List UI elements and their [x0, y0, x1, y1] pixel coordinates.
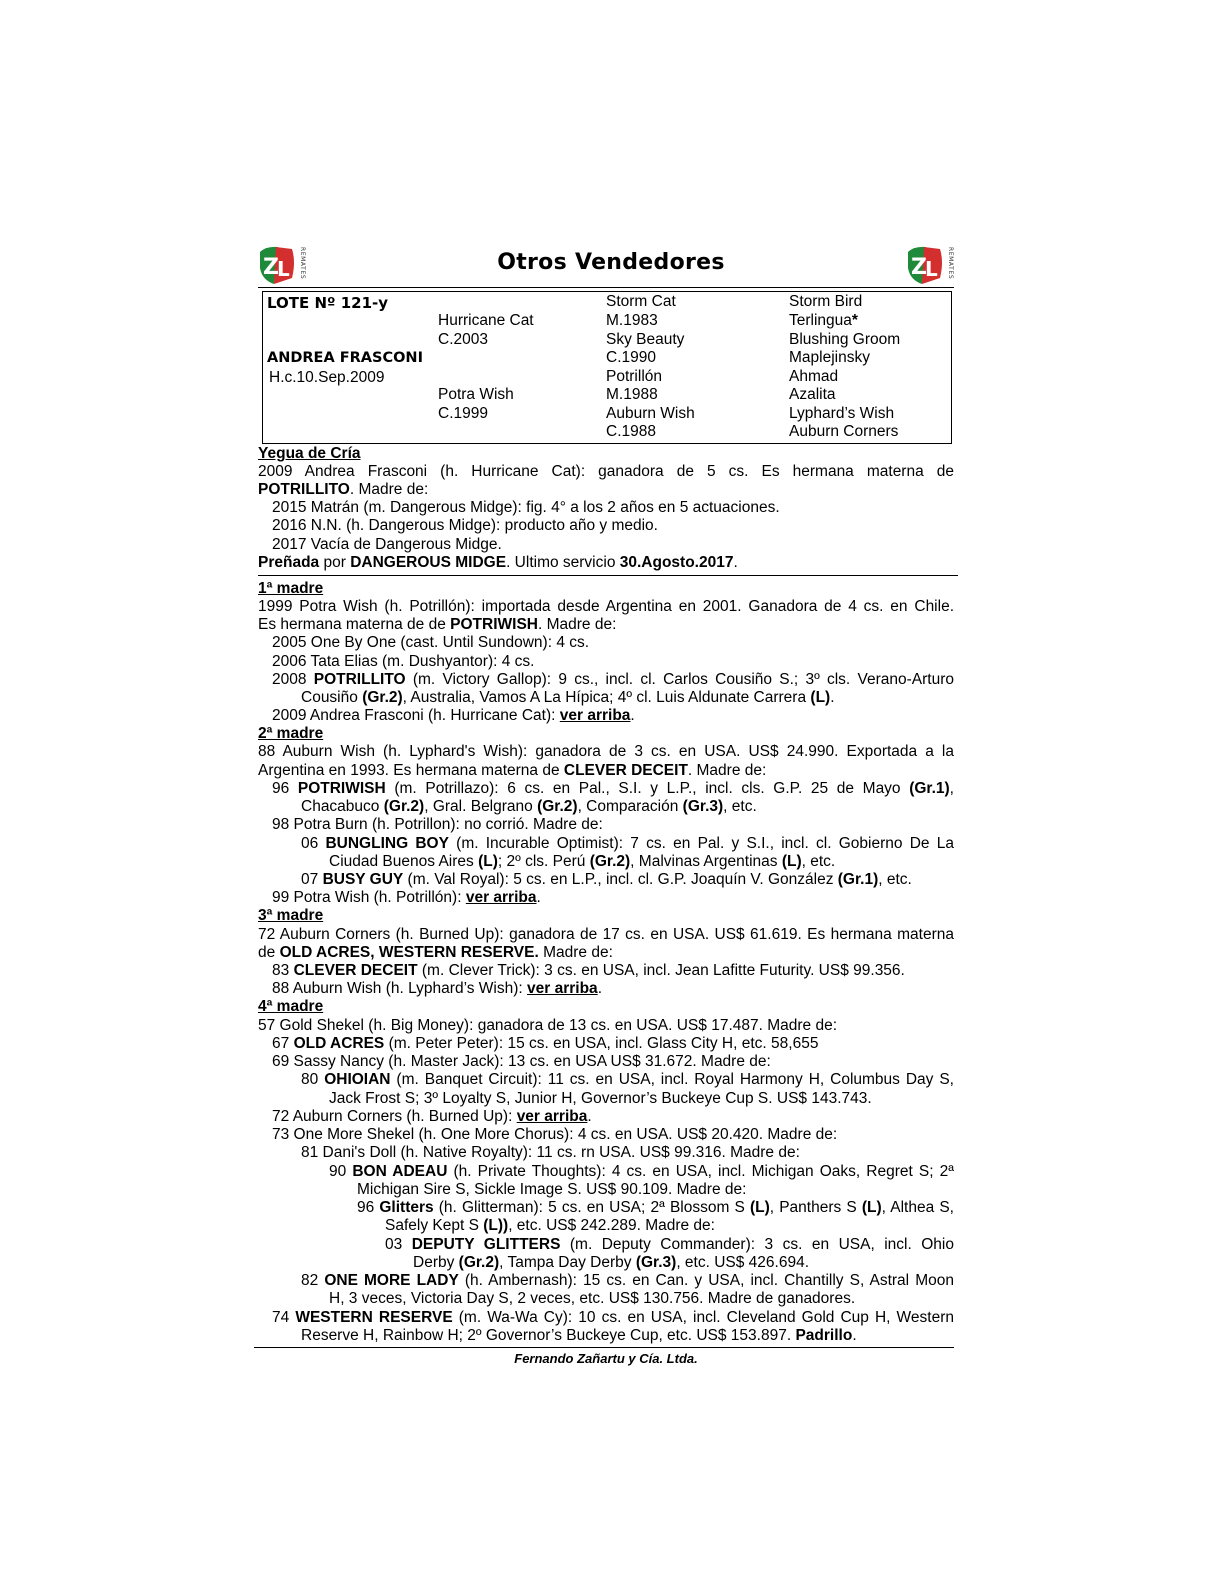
- ped-g1-cell: Auburn Wish: [606, 405, 695, 422]
- ver-arriba-link[interactable]: ver arriba: [516, 1108, 588, 1125]
- ped-g1-cell: M.1988: [606, 386, 658, 403]
- text-line: Argentina en 1993. Es hermana materna de CLEVER DECEIT. Madre de:: [258, 762, 767, 779]
- section-rule: [258, 575, 958, 576]
- text-line: 06 BUNGLING BOY (m. Incurable Optimist): 7 cs. en Pal. y S.I., incl. cl. Gobierno De La: [301, 835, 954, 852]
- text-line: 2015 Matrán (m. Dangerous Midge): fig. 4° a los 2 años en 5 actuaciones.: [272, 499, 780, 516]
- sire-name: Hurricane Cat: [438, 312, 534, 329]
- ped-g1-cell: C.1988: [606, 423, 656, 440]
- ped-g1-cell: C.1990: [606, 349, 656, 366]
- text-line: 2006 Tata Elias (m. Dushyantor): 4 cs.: [272, 653, 535, 670]
- svg-text:REMATES: REMATES: [299, 247, 306, 280]
- page-title: Otros Vendedores: [497, 250, 725, 275]
- section-heading-third-dam: 3ª madre: [258, 907, 324, 924]
- svg-text:REMATES: REMATES: [947, 247, 954, 280]
- pedigree-table: [262, 291, 952, 444]
- text-line: 2008 POTRILLITO (m. Victory Gallop): 9 cs., incl. cl. Carlos Cousiño S.; 3º cls. Verano-Arturo: [272, 671, 954, 688]
- horse-name: ANDREA FRASCONI: [267, 350, 423, 366]
- text-line: 2009 Andrea Frasconi (h. Hurricane Cat): ver arriba.: [272, 707, 635, 724]
- text-line: 80 OHIOIAN (m. Banquet Circuit): 11 cs. en USA, incl. Royal Harmony H, Columbus Day S,: [301, 1071, 954, 1088]
- text-line: 69 Sassy Nancy (h. Master Jack): 13 cs. en USA US$ 31.672. Madre de:: [272, 1053, 771, 1070]
- text-line: Jack Frost S; 3º Loyalty S, Junior H, Governor’s Buckeye Cup S. US$ 143.743.: [329, 1090, 872, 1107]
- text-line: 98 Potra Burn (h. Potrillon): no corrió. Madre de:: [272, 816, 603, 833]
- text-line: 82 ONE MORE LADY (h. Ambernash): 15 cs. en Can. y USA, incl. Chantilly S, Astral Moon: [301, 1272, 954, 1289]
- text-line: Es hermana materna de de POTRIWISH. Madre de:: [258, 616, 617, 633]
- ped-g2-cell: Auburn Corners: [789, 423, 899, 440]
- imported-mark: *: [851, 312, 858, 329]
- ped-g1-cell: Sky Beauty: [606, 331, 685, 348]
- text-line: 07 BUSY GUY (m. Val Royal): 5 cs. en L.P., incl. cl. G.P. Joaquín V. González (Gr.1), etc.: [301, 871, 912, 888]
- ped-g2-cell: Storm Bird: [789, 293, 863, 310]
- lot-number: LOTE Nº 121-y: [267, 294, 389, 312]
- text-line: Safely Kept S (L)), etc. US$ 242.289. Madre de:: [385, 1217, 715, 1234]
- text-line: 81 Dani's Doll (h. Native Royalty): 11 cs. rn USA. US$ 99.316. Madre de:: [301, 1144, 800, 1161]
- text-line: 96 POTRIWISH (m. Potrillazo): 6 cs. en Pal., S.I. y L.P., incl. cls. G.P. 25 de Mayo (Gr.1),: [272, 780, 954, 797]
- text-line: 88 Auburn Wish (h. Lyphard’s Wish): ver arriba.: [272, 980, 602, 997]
- svg-text:Z: Z: [911, 255, 927, 280]
- sire-info: C.2003: [438, 331, 488, 348]
- ped-g2-cell: Lyphard’s Wish: [789, 405, 895, 422]
- text-line: Cousiño (Gr.2), Australia, Vamos A La Hípica; 4º cl. Luis Aldunate Carrera (L).: [301, 689, 835, 706]
- ped-g2-cell: Terlingua*: [789, 312, 858, 329]
- ped-g2-cell: Maplejinsky: [789, 349, 870, 366]
- text-line: H, 3 veces, Victoria Day S, 2 veces, etc. US$ 130.756. Madre de ganadores.: [329, 1290, 856, 1307]
- ver-arriba-link[interactable]: ver arriba: [465, 889, 537, 906]
- text-line: 99 Potra Wish (h. Potrillón): ver arriba.: [272, 889, 541, 906]
- dam-info: C.1999: [438, 405, 488, 422]
- text-line: 57 Gold Shekel (h. Big Money): ganadora de 13 cs. en USA. US$ 17.487. Madre de:: [258, 1017, 838, 1034]
- text-line: Preñada por DANGEROUS MIDGE. Ultimo servicio 30.Agosto.2017.: [258, 554, 738, 571]
- text-line: Ciudad Buenos Aires (L); 2º cls. Perú (Gr.2), Malvinas Argentinas (L), etc.: [329, 853, 836, 870]
- ped-g2-cell: Blushing Groom: [789, 331, 901, 348]
- text-line: 96 Glitters (h. Glitterman): 5 cs. en USA; 2ª Blossom S (L), Panthers S (L), Althea S,: [357, 1199, 954, 1216]
- text-line: 1999 Potra Wish (h. Potrillón): importada desde Argentina en 2001. Ganadora de 4 cs. en Chile.: [258, 598, 954, 615]
- text-line: Chacabuco (Gr.2), Gral. Belgrano (Gr.2), Comparación (Gr.3), etc.: [301, 798, 757, 815]
- text-line: 73 One More Shekel (h. One More Chorus): 4 cs. en USA. US$ 20.420. Madre de:: [272, 1126, 838, 1143]
- ped-g1-cell: Potrillón: [606, 368, 662, 385]
- ver-arriba-link[interactable]: ver arriba: [559, 707, 631, 724]
- text-line: 72 Auburn Corners (h. Burned Up): ganadora de 17 cs. en USA. US$ 61.619. Es hermana materna: [258, 926, 954, 943]
- text-line: 90 BON ADEAU (h. Private Thoughts): 4 cs. en USA, incl. Michigan Oaks, Regret S; 2ª: [329, 1163, 954, 1180]
- ped-g1-cell: M.1983: [606, 312, 658, 329]
- horse-info: H.c.10.Sep.2009: [269, 369, 385, 386]
- text-line: Derby (Gr.2), Tampa Day Derby (Gr.3), etc. US$ 426.694.: [413, 1254, 810, 1271]
- text-line: Michigan Sire S, Sickle Image S. US$ 90.109. Madre de:: [357, 1181, 747, 1198]
- text-line: 2009 Andrea Frasconi (h. Hurricane Cat): ganadora de 5 cs. Es hermana materna de: [258, 463, 954, 480]
- text-line: 88 Auburn Wish (h. Lyphard's Wish): ganadora de 3 cs. en USA. US$ 24.990. Exportada a la: [258, 743, 954, 760]
- ped-g2-cell: Azalita: [789, 386, 836, 403]
- text-line: 2005 One By One (cast. Until Sundown): 4 cs.: [272, 634, 590, 651]
- section-heading-second-dam: 2ª madre: [258, 725, 324, 742]
- header-rule: [258, 287, 954, 288]
- zl-remates-logo-left: [256, 244, 304, 288]
- text-line: 67 OLD ACRES (m. Peter Peter): 15 cs. en USA, incl. Glass City H, etc. 58,655: [272, 1035, 819, 1052]
- text-line: 2017 Vacía de Dangerous Midge.: [272, 536, 502, 553]
- svg-text:L: L: [925, 257, 938, 281]
- svg-text:L: L: [277, 257, 290, 281]
- text-line: POTRILLITO. Madre de:: [258, 481, 429, 498]
- section-heading-first-dam: 1ª madre: [258, 580, 324, 597]
- zl-remates-logo-right: [904, 244, 952, 288]
- section-heading-fourth-dam: 4ª madre: [258, 998, 324, 1015]
- text-line: 72 Auburn Corners (h. Burned Up): ver arriba.: [272, 1108, 592, 1125]
- section-heading-broodmare: Yegua de Cría: [258, 445, 361, 462]
- ped-g2-cell: Ahmad: [789, 368, 839, 385]
- text-line: 03 DEPUTY GLITTERS (m. Deputy Commander): 3 cs. en USA, incl. Ohio: [385, 1236, 954, 1253]
- text-line: de OLD ACRES, WESTERN RESERVE. Madre de:: [258, 944, 613, 961]
- footer-company: Fernando Zañartu y Cía. Ltda.: [514, 1351, 698, 1366]
- svg-text:Z: Z: [263, 255, 279, 280]
- text-line: 74 WESTERN RESERVE (m. Wa-Wa Cy): 10 cs. en USA, incl. Cleveland Gold Cup H, Western: [272, 1309, 954, 1326]
- text-line: 83 CLEVER DECEIT (m. Clever Trick): 3 cs. en USA, incl. Jean Lafitte Futurity. US$ 99.356.: [272, 962, 905, 979]
- dam-name: Potra Wish: [438, 386, 514, 403]
- text-line: Reserve H, Rainbow H; 2º Governor’s Buckeye Cup, etc. US$ 153.897. Padrillo.: [301, 1327, 857, 1344]
- ped-g1-cell: Storm Cat: [606, 293, 676, 310]
- footer-rule: [254, 1347, 954, 1348]
- ver-arriba-link[interactable]: ver arriba: [527, 980, 598, 997]
- text-line: 2016 N.N. (h. Dangerous Midge): producto año y medio.: [272, 517, 658, 534]
